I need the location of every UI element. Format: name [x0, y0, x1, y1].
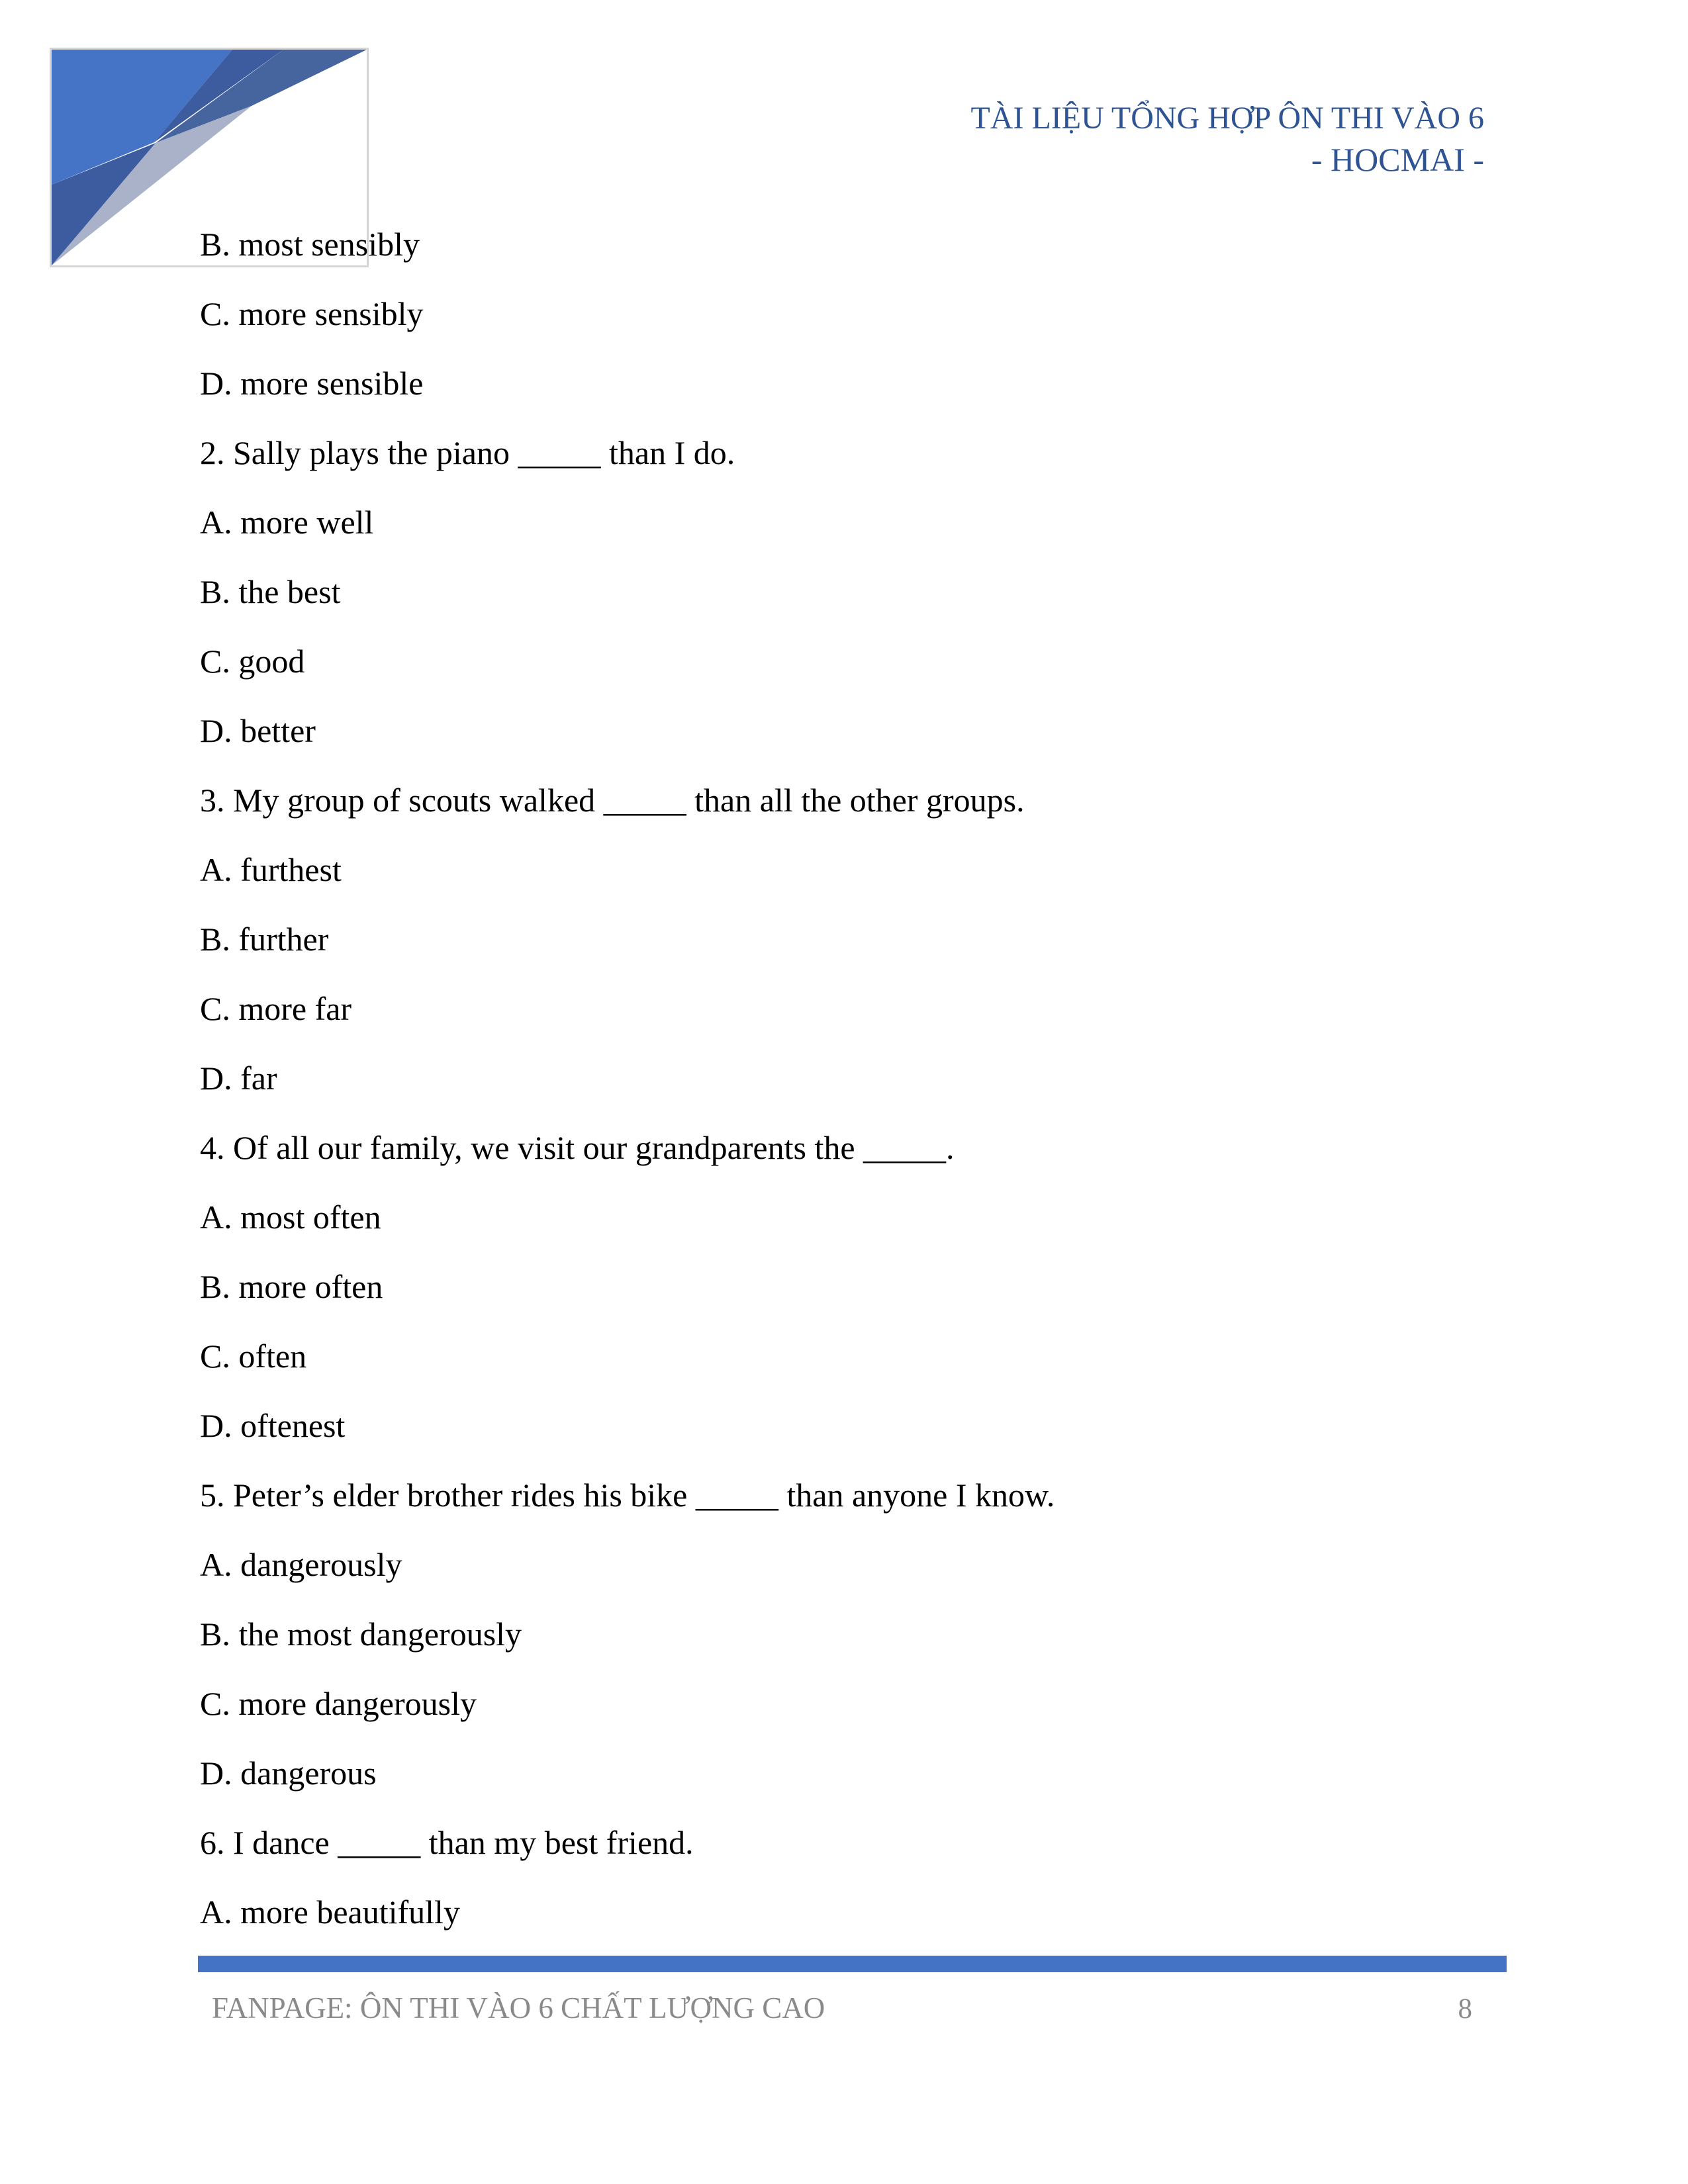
worksheet-body — [200, 210, 1517, 1947]
question-line: 4. Of all our family, we visit our grandparents the _____. — [200, 1129, 955, 1166]
footer-page-number: 8 — [1458, 1993, 1472, 2025]
footer-divider-bar — [198, 1956, 1507, 1972]
header-title: TÀI LIỆU TỔNG HỢP ÔN THI VÀO 6 — [970, 101, 1484, 136]
option-line: D. dangerous — [200, 1754, 377, 1792]
option-line: C. often — [200, 1338, 307, 1375]
option-line: A. furthest — [200, 851, 342, 888]
header-subtitle: - HOCMAI - — [1311, 141, 1484, 178]
option-line: A. dangerously — [200, 1546, 402, 1583]
option-line: B. most sensibly — [200, 226, 420, 263]
option-line: C. more far — [200, 990, 352, 1027]
page-header — [200, 98, 1484, 180]
option-line: C. more sensibly — [200, 295, 424, 332]
question-line: 5. Peter’s elder brother rides his bike _____ than anyone I know. — [200, 1477, 1055, 1514]
option-line: C. good — [200, 643, 305, 680]
option-line: D. far — [200, 1060, 277, 1097]
question-line: 3. My group of scouts walked _____ than all the other groups. — [200, 782, 1025, 819]
option-line: A. more well — [200, 504, 374, 541]
option-line: B. the best — [200, 573, 341, 610]
footer-fanpage-label: FANPAGE: ÔN THI VÀO 6 CHẤT LƯỢNG CAO — [212, 1991, 825, 2025]
option-line: D. more sensible — [200, 365, 424, 402]
option-line: C. more dangerously — [200, 1685, 477, 1722]
option-line: D. oftenest — [200, 1407, 346, 1444]
option-line: B. more often — [200, 1268, 383, 1305]
option-line: B. further — [200, 921, 329, 958]
option-line: A. most often — [200, 1199, 381, 1236]
option-line: A. more beautifully — [200, 1893, 460, 1931]
question-line: 2. Sally plays the piano _____ than I do. — [200, 434, 735, 471]
option-line: D. better — [200, 712, 316, 749]
option-line: B. the most dangerously — [200, 1615, 522, 1653]
question-line: 6. I dance _____ than my best friend. — [200, 1824, 694, 1861]
page-footer — [212, 1991, 1472, 2026]
